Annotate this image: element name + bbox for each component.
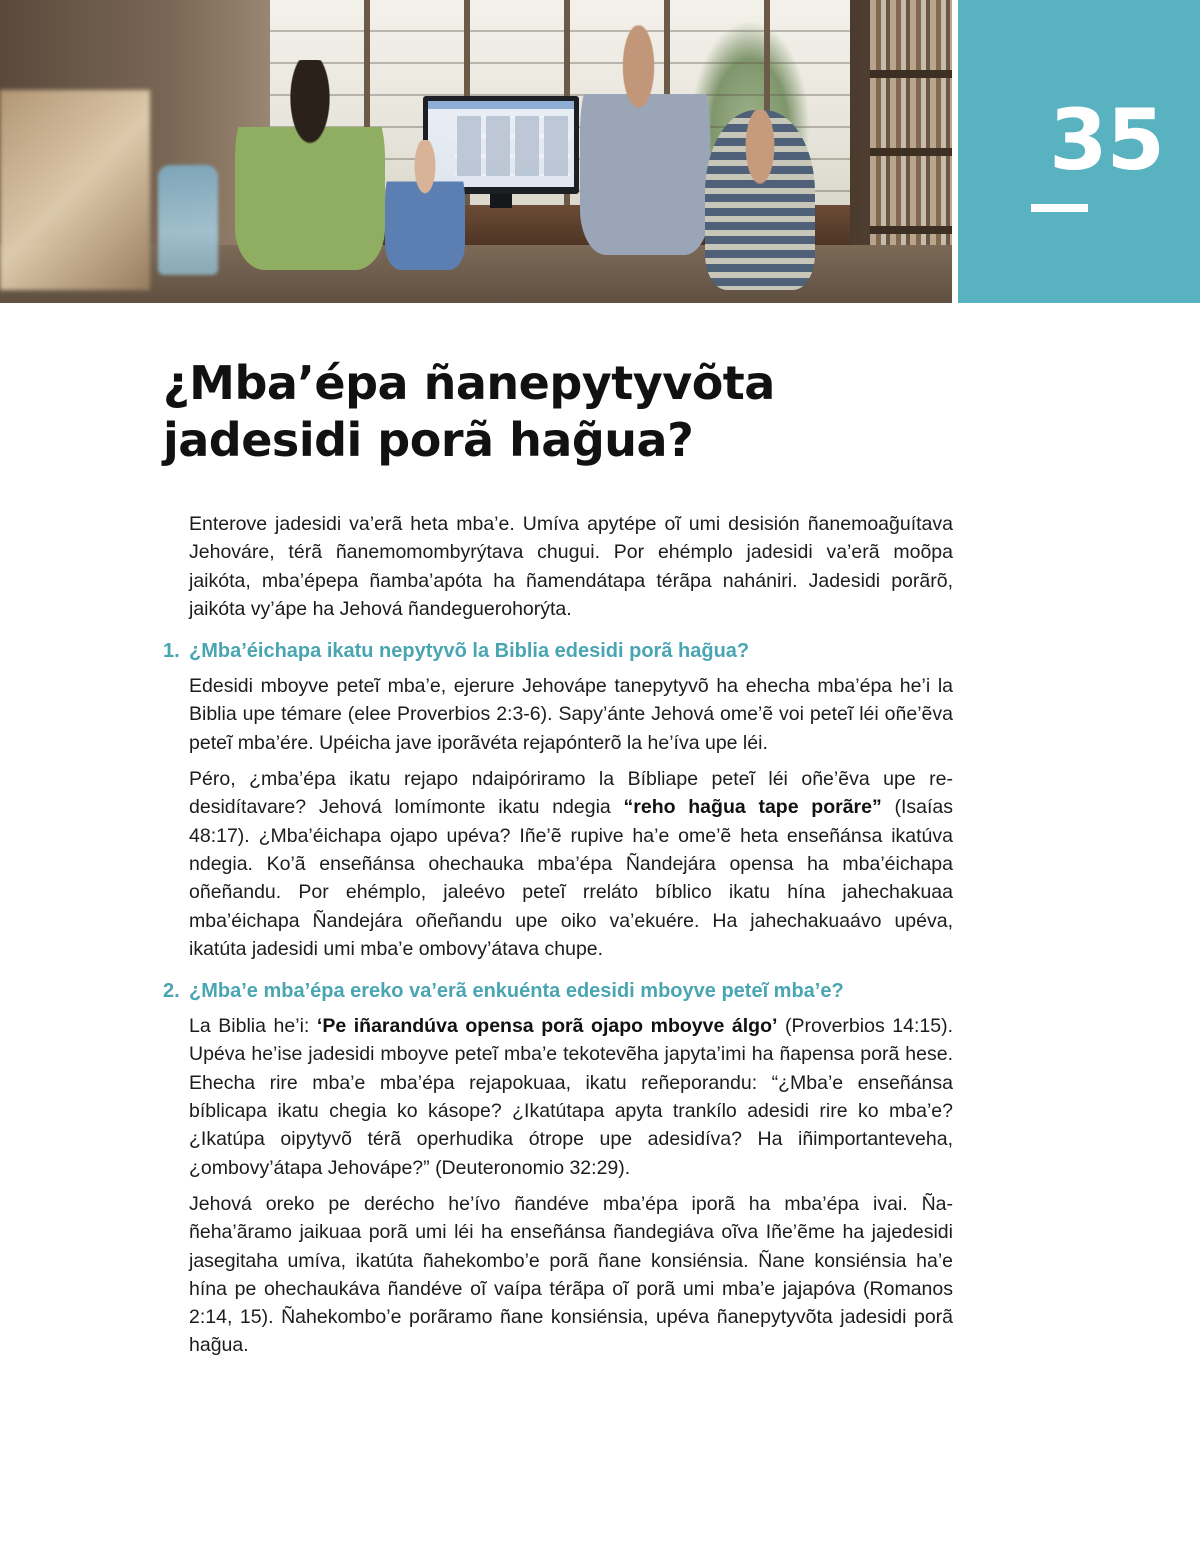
chapter-tab [958,0,1200,303]
photo-boy [705,110,815,290]
photo-man [580,25,710,255]
section-2-paragraph-1-quote: ‘Pe iñarandúva opensa porã ojapo mboyve álgo’ [316,1015,778,1038]
section-2-paragraph-2 [189,1190,953,1360]
photo-bottle [158,165,218,275]
section-1-paragraph-2-text: Péro, ¿mba’épa ikatu rejapo ndaipóriramo la Bíbliape peteĩ léi oñe’ẽva upe redesidítavare? Jehová lomímonte ikatu ndegia [189,768,953,819]
lesson-body [163,510,953,1368]
photo-screen-listings [455,116,570,176]
section-2-paragraph-2-text: Jehová oreko pe derécho he’ívo ñandéve mba’épa iporã ha mba’épa ivai. Ñañeha’ãramo jaikuaa porã umi léi ha enseñánsa ñandegiáva oĩva Iñe’ẽme ha jajedesidi jasegitaha umíva, ikatúta ñahekombo’e porã ñane konsiénsia. Ñane konsiénsia ha’e hína pe ohechaukáva ñandéve oĩ vaípa térãpa oĩ porã umi mba’e jajapóva (Romanos 2:14, 15). Ñahekombo’e porãramo ñane konsiénsia, upéva ñanepytyvõta jadesidi porã hag̃ua. [189,1192,953,1357]
photo-picture-frame [0,90,150,290]
page-title-line-1: ¿Mba’épa ñanepytyvõta [163,356,775,410]
question-1-text: ¿Mba’éichapa ikatu nepytyvõ la Biblia edesidi porã hag̃ua? [189,640,750,663]
section-1-paragraph-1 [189,672,953,757]
section-1-paragraph-1-text: Edesidi mboyve peteĩ mba’e, ejerure Jehovápe tanepytyvõ ha ehecha mba’épa he’i la Biblia upe témare (elee Proverbios 2:3-6). Sapy’ánte Jehová ome’ẽ voi peteĩ léi oñe’ẽva peteĩ mba’ére. Upéicha jave iporãvéta rejapónterõ la he’íva upe léi. [189,675,953,754]
section-1-paragraph-2-quote: “reho hag̃ua tape porãre” [623,796,882,819]
question-2 [163,977,953,1005]
photo-monitor-stand [490,194,512,208]
photo-woman [235,60,385,270]
intro-paragraph: Enterove jadesidi va’erã heta mba’e. Umíva apytépe oĩ umi desisión ñanemoag̃uítava Jehováre, térã ñanemomombyrýtava chugui. Por ehémplo jadesidi va’erã moõpa jaikóta, mba’épepa ñamba’apóta ha ñamendátapa térãpa nahániri. Jadesidi porãrõ, jaikóta vy’ápe ha Jehová ñandeguerohorýta. [189,513,953,620]
section-2-paragraph-1-rest: (Proverbios 14:15). Upéva he’ise jadesidi mboyve peteĩ mba’e tekotevẽha japyta’imi ha ñapensa porã hese. Ehecha rire mba’e mba’épa rejapokuaa, ikatu reñeporandu: “¿Mba’e enseñánsa bíblicapa ikatu chegia ko kásope? ¿Ikatútapa apyta trankílo adesidi rire ko mba’e? ¿Ikatúpa oipytyvõ térã operhudika ótrope upe adesidíva? Ha iñimportanteveha, ¿ombovy’átapa Jehovápe?” (Deuteronomio 32:29). [189,1015,953,1179]
page-title [163,355,963,469]
question-2-text: ¿Mba’e mba’épa ereko va’erã enkuénta edesidi mboyve peteĩ mba’e? [189,980,844,1003]
question-1-number: 1. [163,640,180,663]
chapter-rule [1031,204,1088,212]
chapter-number: 35 [1049,91,1164,189]
question-2-number: 2. [163,980,180,1003]
section-1-paragraph-2 [189,765,953,963]
section-2-paragraph-1 [189,1012,953,1182]
question-1 [163,637,953,665]
header-photo [0,0,952,303]
page-title-line-2: jadesidi porã hag̃ua? [163,413,694,467]
photo-baby [385,140,465,270]
section-2-paragraph-1-text: La Biblia he’i: [189,1015,317,1038]
section-1-paragraph-2-rest: (Isaías 48:17). ¿Mba’éichapa ojapo upéva? Iñe’ẽ rupive ha’e ome’ẽ heta enseñánsa ikatúva ndegia. Ko’ã enseñánsa ohechauka mba’épa Ñandejára opensa ha mba’éichapa oñeñandu. Por ehémplo, jaleévo peteĩ rreláto bíblico ikatu hína jahechakuaa mba’éichapa Ñandejára oñeñandu upe oiko va’ekuére. Ha jahechakuaávo upéva, ikatúta jadesidi umi mba’e ombovy’átava chupe. [189,796,954,960]
